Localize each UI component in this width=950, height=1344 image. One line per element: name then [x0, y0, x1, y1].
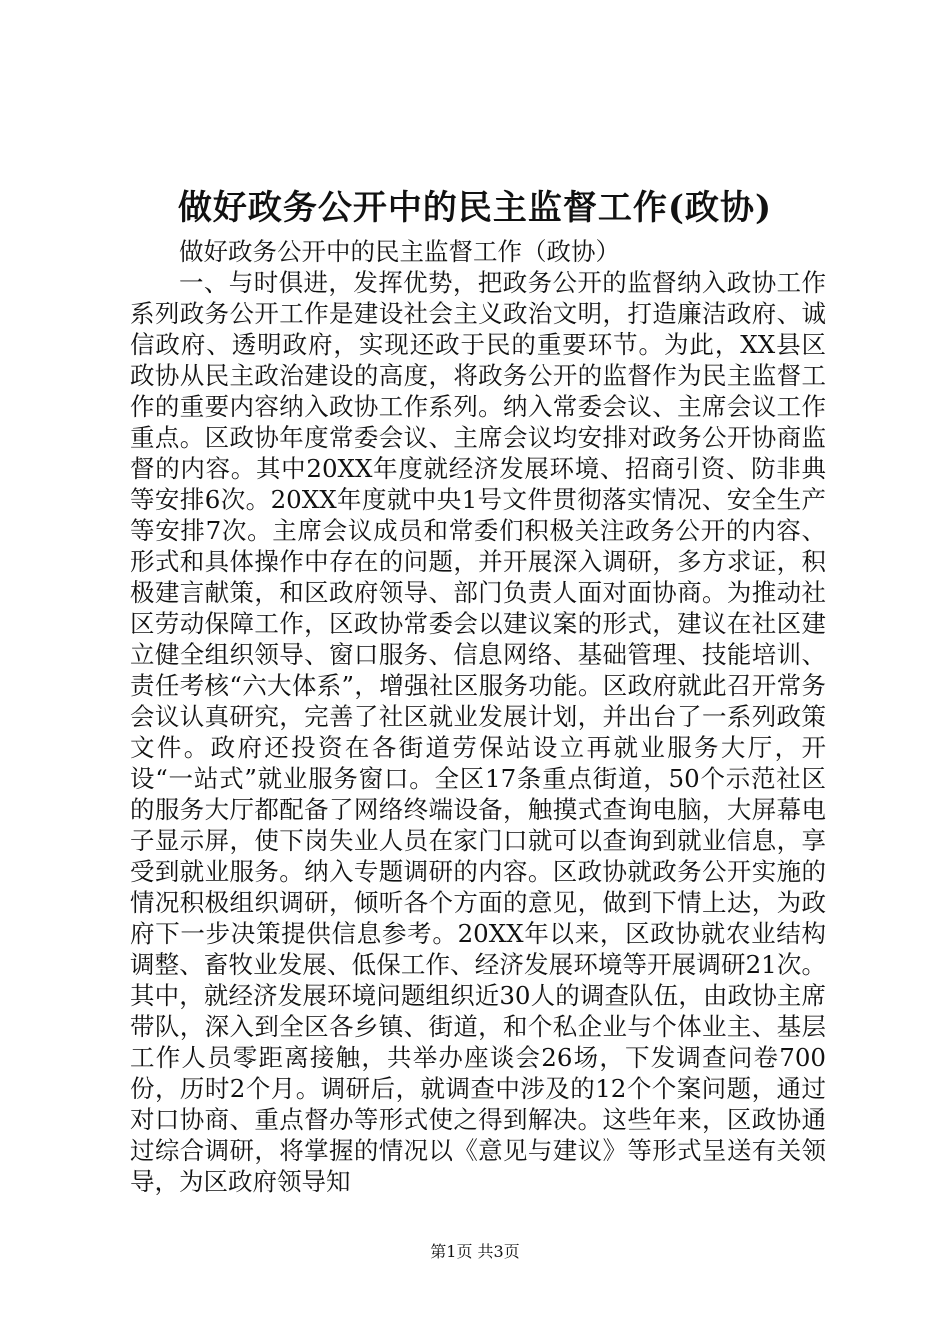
- page-indicator: 第1页 共3页: [430, 1242, 520, 1261]
- page-footer: [0, 1240, 950, 1264]
- document-subtitle: 做好政务公开中的民主监督工作（政协）: [179, 237, 620, 266]
- document-title: 做好政务公开中的民主监督工作(政协): [177, 188, 773, 228]
- body-paragraph: 一、与时俱进，发挥优势，把政务公开的监督纳入政协工作系列政务公开工作是建设社会主义政治文明，打造廉洁政府、诚信政府、透明政府，实现还政于民的重要环节。为此，XX县区政协从民主政治建设的高度，将政务公开的监督作为民主监督工作的重要内容纳入政协工作系列。纳入常委会议、主席会议工作重点。区政协年度常委会议、主席会议均安排对政务公开协商监督的内容。其中20XX年度就经济发展环境、招商引资、防非典等安排6次。20XX年度就中央1号文件贯彻落实情况、安全生产等安排7次。主席会议成员和常委们积极关注政务公开的内容、形式和具体操作中存在的问题，并开展深入调研，多方求证，积极建言献策，和区政府领导、部门负责人面对面协商。为推动社区劳动保障工作，区政协常委会以建议案的形式，建议在社区建立健全组织领导、窗口服务、信息网络、基础管理、技能培训、责任考核“六大体系”，增强社区服务功能。区政府就此召开常务会议认真研究，完善了社区就业发展计划，并出台了一系列政策文件。政府还投资在各街道劳保站设立再就业服务大厅，开设“一站式”就业服务窗口。全区17条重点街道，50个示范社区的服务大厅都配备了网络终端设备，触摸式查询电脑，大屏幕电子显示屏，使下岗失业人员在家门口就可以查询到就业信息，享受到就业服务。纳入专题调研的内容。区政协就政务公开实施的情况积极组织调研，倾听各个方面的意见，做到下情上达，为政府下一步决策提供信息参考。20XX年以来，区政协就农业结构调整、畜牧业发展、低保工作、经济发展环境等开展调研21次。其中，就经济发展环境问题组织近30人的调查队伍，由政协主席带队，深入到全区各乡镇、街道，和个私企业与个体业主、基层工作人员零距离接触，共举办座谈会26场，下发调查问卷700份，历时2个月。调研后，就调查中涉及的12个个案问题，通过对口协商、重点督办等形式使之得到解决。这些年来，区政协通过综合调研，将掌握的情况以《意见与建议》等形式呈送有关领导，为区政府领导知: [130, 268, 826, 1196]
- document-body: [130, 236, 826, 1197]
